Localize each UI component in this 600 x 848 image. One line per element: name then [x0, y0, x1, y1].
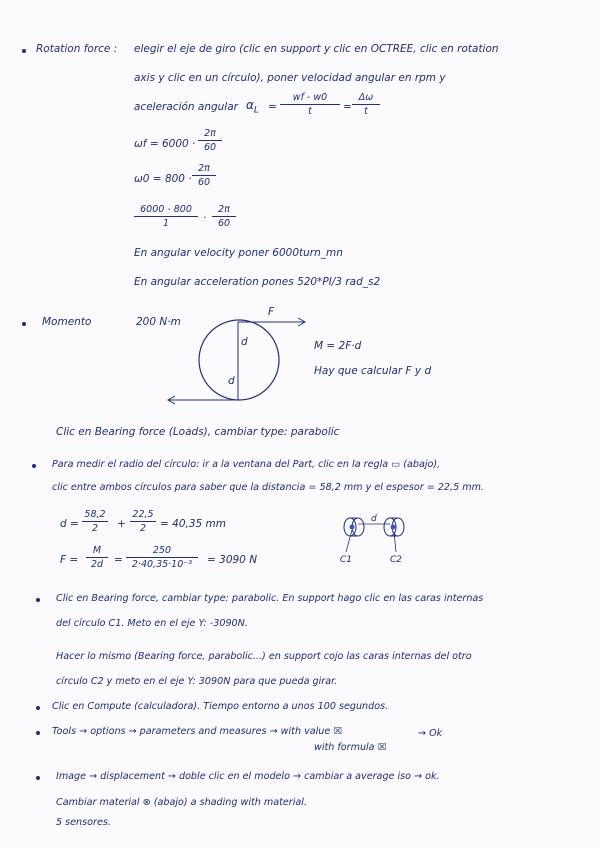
bearing2-line-3: Hacer lo mismo (Bearing force, parabolic...) en support cojo las caras internas del otro — [56, 651, 472, 662]
tools-line-2: with formula ☒ — [314, 742, 387, 753]
alpha-symbol: $\alpha_L$ — [246, 98, 259, 116]
equals-sign: = — [114, 554, 123, 566]
omega-final: ωf = 6000 · — [134, 138, 196, 150]
radius-line-1: Para medir el radio del círculo: ir a la ventana del Part, clic en la regla ▭ (abajo), — [52, 459, 441, 470]
momento-label: Momento — [42, 316, 92, 328]
equals-sign: = — [343, 101, 352, 113]
bearing2-line-1: Clic en Bearing force, cambiar type: parabolic. En support hago clic en las caras internas — [56, 593, 484, 604]
bearing-force-note: Clic en Bearing force (Loads), cambiar type: parabolic — [56, 426, 340, 438]
d-result: = 40,35 mm — [160, 518, 226, 530]
fraction-acceleration: 6000 - 800 1 — [134, 204, 198, 229]
bullet — [32, 464, 36, 468]
moment-hint: Hay que calcular F y d — [314, 365, 432, 377]
fraction-omega-diff: wf - w0 t — [280, 92, 340, 117]
rotation-line-3: aceleración angular — [134, 101, 238, 113]
distance-label-top: d — [241, 336, 248, 348]
fraction-58-2: 58,2 2 — [82, 509, 108, 534]
bullet — [36, 776, 40, 780]
radius-line-2: clic entre ambos círculos para saber que la distancia = 58,2 mm y el espesor = 22,5 mm. — [52, 482, 484, 493]
bearing2-line-4: círculo C2 y meto en el eje Y: 3090N para que pueda girar. — [56, 676, 338, 687]
fraction-m-2d: M 2d — [86, 545, 108, 570]
image-line-2: Cambiar material ⊗ (abajo) a shading with material. — [56, 797, 308, 808]
fraction-2pi-60: 2π 60 — [192, 163, 216, 188]
bullet — [36, 706, 40, 710]
c1-label: C1 — [340, 555, 353, 565]
bullet — [36, 731, 40, 735]
tools-ok: → Ok — [418, 728, 443, 739]
rotation-line-2: axis y clic en un círculo), poner velocidad angular en rpm y — [134, 72, 446, 84]
fraction-delta-omega: Δω t — [352, 92, 380, 117]
fraction-2pi-60: 2π 60 — [198, 128, 222, 153]
f-result: = 3090 N — [207, 554, 258, 566]
plus-sign: + — [117, 518, 126, 530]
distance-label-bottom: d — [228, 375, 235, 387]
fraction-2pi-60: 2π 60 — [212, 204, 236, 229]
equals-sign: = — [268, 101, 277, 113]
omega-initial: ω0 = 800 · — [134, 173, 192, 185]
angular-velocity-line: En angular velocity poner 6000turn_mn — [134, 247, 343, 259]
c2-label: C2 — [390, 555, 403, 565]
f-equation-label: F = — [60, 554, 79, 566]
d-small-label: d — [371, 514, 377, 524]
force-label: F — [268, 306, 275, 318]
image-line-1: Image → displacement → doble clic en el modelo → cambiar a average iso → ok. — [56, 771, 440, 782]
momento-value: 200 N·m — [136, 316, 181, 328]
bullet — [36, 598, 40, 602]
bearing2-line-2: del círculo C1. Meto en el eje Y: -3090N. — [56, 618, 248, 629]
fraction-22-5: 22,5 2 — [130, 509, 156, 534]
image-line-3: 5 sensores. — [56, 817, 111, 828]
rotation-line-1: elegir el eje de giro (clic en support y clic en OCTREE, clic en rotation — [134, 43, 499, 55]
rotation-label: Rotation force : — [36, 43, 118, 55]
fraction-250: 250 2·40,35·10⁻³ — [126, 545, 198, 570]
moment-formula: M = 2F·d — [314, 340, 362, 352]
compute-note: Clic en Compute (calculadora). Tiempo entorno a unos 100 segundos. — [52, 701, 389, 712]
tools-line-1: Tools → options → parameters and measures → with value ☒ — [52, 726, 342, 737]
angular-acceleration-line: En angular acceleration pones 520*PI/3 rad_s2 — [134, 276, 381, 288]
d-equation-label: d = — [60, 518, 79, 530]
multiply-sign: · — [203, 212, 207, 224]
